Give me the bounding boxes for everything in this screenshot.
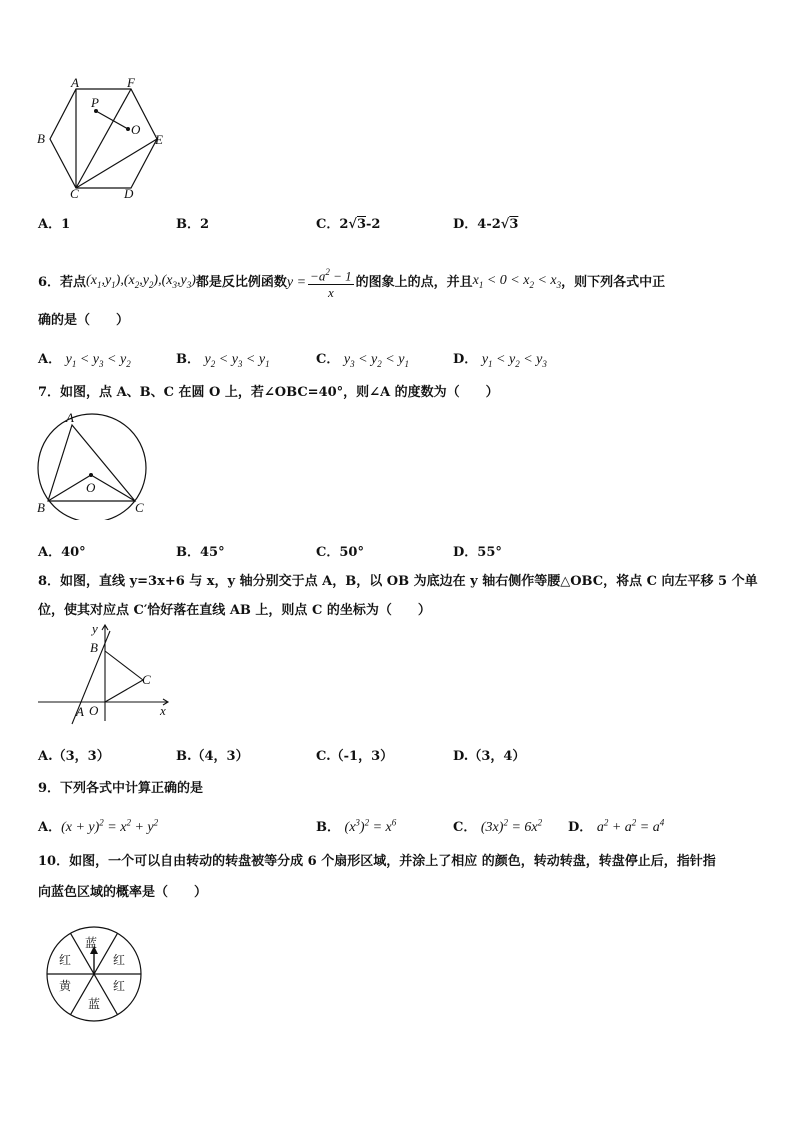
q8-option-a: A.（3，3）	[38, 749, 110, 764]
q8-option-d: D.（3，4）	[453, 749, 526, 764]
label-C: C	[135, 500, 144, 515]
q5-option-d: D．4-2√3	[453, 217, 519, 232]
label-A: A	[71, 76, 79, 90]
sector-label: 红	[58, 953, 72, 967]
sector-label: 蓝	[87, 997, 101, 1011]
label-O: O	[86, 480, 96, 495]
label-O: O	[89, 703, 99, 718]
q6-stem: 6．若点 $(x_1,y_1),(x_2,y_2),(x_3,y_3)$ 都是反比例函数 y = $\frac{-a^2 - 1}{x}$ 的图象上的点，并且 $x_1 < 0 < x_2 < x_3$ ，则下列各式中正	[38, 264, 665, 301]
q8-stem-line2: 位，使其对应点 C′恰好落在直线 AB 上，则点 C 的坐标为（ ）	[38, 603, 431, 618]
q9-option-c: C． $(3x)^2 = 6x^2$	[453, 817, 543, 835]
q6-option-c: C． $y_3 < y_2 < y_1$	[316, 352, 409, 369]
q8-option-b: B.（4，3）	[176, 749, 249, 764]
sector-label: 黄	[58, 979, 72, 993]
q6-option-b: B． $y_2 < y_3 < y_1$	[176, 352, 270, 369]
label-E: E	[155, 132, 163, 147]
label-B: B	[37, 131, 45, 146]
label-D: D	[124, 186, 134, 200]
q7-option-c: C．50°	[316, 545, 364, 560]
q5-option-a: A．1	[38, 217, 71, 232]
label-C: C	[70, 186, 79, 200]
q5-option-b: B．2	[176, 217, 210, 232]
label-P: P	[91, 95, 99, 110]
label-x: x	[160, 703, 166, 718]
q10-stem-line2: 向蓝色区域的概率是（ ）	[38, 885, 208, 900]
q7-stem: 7．如图，点 A、B、C 在圆 O 上，若∠OBC=40°，则∠A 的度数为（ ）	[38, 385, 499, 400]
q9-option-b: B． $(x^3)^2 = x^6$	[316, 817, 397, 835]
label-y: y	[92, 621, 98, 636]
q8-stem-line1: 8．如图，直线 y=3x+6 与 x，y 轴分别交于点 A，B，以 OB 为底边在 y 轴右侧作等腰△OBC，将点 C 向左平移 5 个单	[38, 574, 758, 589]
q7-option-d: D．55°	[453, 545, 502, 560]
q6-option-d: D． $y_1 < y_2 < y_3$	[453, 352, 547, 369]
hexagon-figure	[34, 76, 170, 200]
circle-figure	[35, 408, 151, 520]
circle-shape	[38, 414, 146, 520]
q8-option-c: C.（-1，3）	[316, 749, 394, 764]
sector-label: 红	[112, 953, 126, 967]
q5-option-c: C．2√3-2	[316, 217, 381, 232]
label-O: O	[131, 122, 141, 137]
sector-label: 蓝	[84, 936, 98, 950]
spinner-figure	[40, 924, 152, 1024]
label-A: A	[66, 410, 74, 425]
axes-figure	[36, 621, 172, 725]
label-F: F	[127, 76, 135, 90]
label-A: A	[76, 704, 84, 719]
q6-option-a: A． $y_1 < y_3 < y_2$	[38, 352, 131, 369]
label-B: B	[90, 640, 98, 655]
sector-label: 红	[112, 979, 126, 993]
label-B: B	[37, 500, 45, 515]
q7-option-b: B．45°	[176, 545, 225, 560]
q9-option-d: D． $a^2 + a^2 = a^4$	[568, 817, 665, 835]
q7-option-a: A．40°	[38, 545, 86, 560]
q6-stem-line2: 确的是（ ）	[38, 313, 130, 328]
q9-option-a: A．$(x + y)^2 = x^2 + y^2$	[38, 817, 159, 835]
q9-stem: 9．下列各式中计算正确的是	[38, 781, 204, 796]
q10-stem-line1: 10．如图，一个可以自由转动的转盘被等分成 6 个扇形区域，并涂上了相应 的颜色，转动转盘，转盘停止后，指针指	[38, 854, 716, 869]
label-C: C	[142, 672, 151, 687]
